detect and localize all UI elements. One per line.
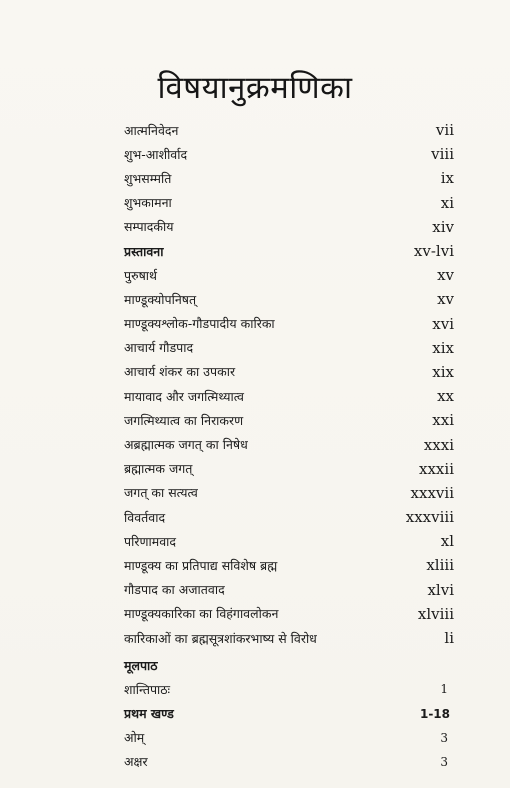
toc-entry-shubhkamna xyxy=(124,191,460,215)
toc-section-pratham-khand xyxy=(124,702,460,726)
toc-entry-page: xl xyxy=(440,532,454,551)
toc-entry-mayavad xyxy=(124,384,460,408)
toc-entry-page: xx xyxy=(437,387,454,406)
toc-entry-acharya-gaudapad xyxy=(124,336,460,360)
toc-section-label: मूलपाठ xyxy=(124,657,158,673)
toc-entry-page: xlviii xyxy=(417,604,454,623)
page-title: विषयानुक्रमणिका xyxy=(157,70,353,106)
toc-entry-label: अक्षर xyxy=(124,754,148,770)
toc-entry-shantipath xyxy=(124,677,460,701)
toc-entry-acharya-shankar xyxy=(124,360,460,384)
toc-entry-label: पुरुषार्थ xyxy=(124,267,158,283)
toc-entry-label: मायावाद और जगत्मिथ्यात्व xyxy=(124,388,244,404)
toc-entry-label: आत्मनिवेदन xyxy=(124,122,179,138)
toc-entry-page: 3 xyxy=(440,730,448,745)
toc-entry-page: ix xyxy=(440,169,454,188)
toc-entry-jagat-satyatva xyxy=(124,481,460,505)
toc-entry-page: xxxviii xyxy=(405,508,454,527)
toc-entry-label: जगत्मिथ्यात्व का निराकरण xyxy=(124,412,244,428)
toc-entry-label: माण्डूक्यकारिका का विहंगावलोकन xyxy=(124,606,279,622)
toc-entry-vihangavalokan xyxy=(124,602,460,626)
toc-entry-label: जगत् का सत्यत्व xyxy=(124,485,198,501)
toc-entry-page: 3 xyxy=(440,754,448,769)
toc-section-prastavana xyxy=(124,239,460,263)
toc-entry-savishesh-brahma xyxy=(124,553,460,577)
toc-entry-page: xv xyxy=(437,266,454,285)
toc-entry-vivartvad xyxy=(124,505,460,529)
toc-entry-ajatvad xyxy=(124,578,460,602)
toc-entry-label: ब्रह्मात्मक जगत् xyxy=(124,461,193,477)
toc-entry-page: xiv xyxy=(432,217,454,236)
toc-entry-label: शान्तिपाठः xyxy=(124,681,171,697)
toc-entry-mandukya-shlok xyxy=(124,312,460,336)
toc-section-label: प्रथम खण्ड xyxy=(124,706,174,722)
toc-section-moolpath xyxy=(124,653,460,677)
toc-entry-page: xxxvii xyxy=(410,483,454,502)
toc-section-page: xv-lvi xyxy=(413,242,454,261)
toc-entry-label: विवर्तवाद xyxy=(124,509,166,525)
toc-entry-page: vii xyxy=(435,121,454,140)
toc-entry-page: xix xyxy=(432,338,454,357)
toc-entry-shubhsammati xyxy=(124,166,460,190)
toc-entry-label: ओम् xyxy=(124,730,145,746)
toc-entry-label: शुभकामना xyxy=(124,195,172,211)
toc-entry-label: माण्डूक्यश्लोक-गौडपादीय कारिका xyxy=(124,316,275,332)
toc-entry-akshar xyxy=(124,750,460,774)
toc-entry-label: गौडपाद का अजातवाद xyxy=(124,582,225,598)
toc-entry-brahmatmak-jagat xyxy=(124,457,460,481)
toc-entry-abrahmatmak-jagat xyxy=(124,432,460,456)
toc-entry-sampadakiya xyxy=(124,215,460,239)
toc-entry-page: xliii xyxy=(426,556,454,575)
toc-entry-page: xvi xyxy=(432,314,454,333)
toc-entry-label: सम्पादकीय xyxy=(124,219,174,235)
toc-entry-page: xlvi xyxy=(427,580,454,599)
toc-entry-shubh-ashirvad xyxy=(124,142,460,166)
toc-entry-purusharth xyxy=(124,263,460,287)
toc-entry-om xyxy=(124,726,460,750)
toc-entry-virodh xyxy=(124,626,460,650)
toc-entry-label: आचार्य गौडपाद xyxy=(124,340,194,356)
toc-entry-page: xxxi xyxy=(423,435,454,454)
toc-entry-mandukyopanishat xyxy=(124,287,460,311)
toc-section-page: 1-18 xyxy=(419,706,450,721)
table-of-contents xyxy=(124,118,460,774)
toc-entry-label: परिणामवाद xyxy=(124,533,177,549)
toc-entry-page: xxi xyxy=(432,411,454,430)
toc-entry-page: xxxii xyxy=(419,459,454,478)
toc-entry-page: xv xyxy=(437,290,454,309)
toc-entry-page: li xyxy=(444,629,454,648)
toc-entry-page: viii xyxy=(431,145,454,164)
toc-entry-label: आचार्य शंकर का उपकार xyxy=(124,364,236,380)
toc-entry-label: माण्डूक्योपनिषत् xyxy=(124,291,197,307)
toc-entry-label: माण्डूक्य का प्रतिपाद्य सविशेष ब्रह्म xyxy=(124,557,278,573)
toc-entry-atmanivedan xyxy=(124,118,460,142)
toc-entry-parinamvad xyxy=(124,529,460,553)
toc-entry-page: xi xyxy=(440,193,454,212)
toc-entry-jagatmithyatva-nirakaran xyxy=(124,408,460,432)
toc-entry-label: अब्रह्मात्मक जगत् का निषेध xyxy=(124,437,248,453)
toc-entry-label: शुभसम्मति xyxy=(124,170,172,186)
toc-entry-page: xix xyxy=(432,362,454,381)
toc-entry-page: 1 xyxy=(440,682,448,697)
toc-entry-label: शुभ-आशीर्वाद xyxy=(124,146,188,162)
toc-section-label: प्रस्तावना xyxy=(124,243,164,259)
toc-entry-label: कारिकाओं का ब्रह्मसूत्रशांकरभाष्य से विरोध xyxy=(124,630,317,646)
